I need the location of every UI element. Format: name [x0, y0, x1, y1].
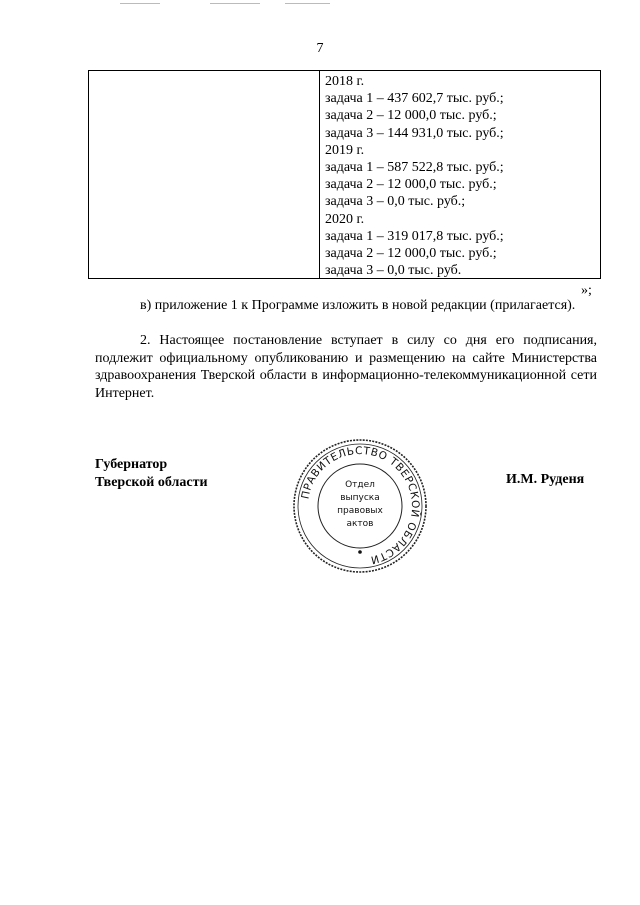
page-number: 7 — [316, 41, 324, 56]
table-line: 2020 г. — [325, 211, 365, 227]
table-line: 2018 г. — [325, 74, 365, 89]
table-line: 2019 г. — [325, 142, 365, 158]
svg-text:Отдел: Отдел — [345, 480, 375, 490]
table-column-divider — [319, 71, 320, 278]
table-line: задача 3 – 0,0 тыс. руб. — [325, 263, 462, 279]
table-line: задача 2 – 12 000,0 тыс. руб.; — [325, 246, 497, 262]
table-line: задача 2 – 12 000,0 тыс. руб.; — [325, 177, 497, 193]
table-line: задача 1 – 437 602,7 тыс. руб.; — [325, 91, 504, 107]
signatory-title-line1: Губернатор — [95, 457, 168, 472]
budget-table — [88, 70, 601, 279]
closing-quote-mark: »; — [581, 283, 592, 298]
paragraph-effective-date — [95, 332, 597, 402]
table-line: задача 1 – 319 017,8 тыс. руб.; — [325, 228, 504, 244]
table-line: задача 1 – 587 522,8 тыс. руб.; — [325, 160, 504, 176]
signatory-title-line2: Тверской области — [95, 475, 208, 490]
signatory-name: И.М. Руденя — [506, 472, 585, 487]
signatory-title — [95, 456, 208, 492]
paragraph-effective-date-text: 2. Настоящее постановление вступает в силу со дня его подписания, подлежит официальному опубликованию и размещению на сайте Министерства здравоохранения Тверской области в информационно-телекоммуникационной сети Интернет. — [95, 333, 597, 401]
table-line: задача 3 – 144 931,0 тыс. руб.; — [325, 125, 504, 141]
table-line: задача 2 – 12 000,0 тыс. руб.; — [325, 108, 497, 124]
table-cell-funding — [325, 73, 504, 279]
scan-artifacts — [120, 3, 420, 7]
official-seal-stamp — [292, 438, 428, 574]
paragraph-appendix-text: в) приложение 1 к Программе изложить в новой редакции (прилагается). — [140, 298, 576, 313]
svg-text:правовых: правовых — [337, 506, 383, 516]
table-line: задача 3 – 0,0 тыс. руб.; — [325, 194, 466, 210]
svg-text:выпуска: выпуска — [340, 493, 380, 503]
svg-text:ПРАВИТЕЛЬСТВО ТВЕРСКОЙ ОБЛАСТИ: ПРАВИТЕЛЬСТВО ТВЕРСКОЙ ОБЛАСТИ — [299, 444, 422, 566]
paragraph-appendix — [95, 297, 597, 315]
svg-text:актов: актов — [346, 519, 374, 529]
